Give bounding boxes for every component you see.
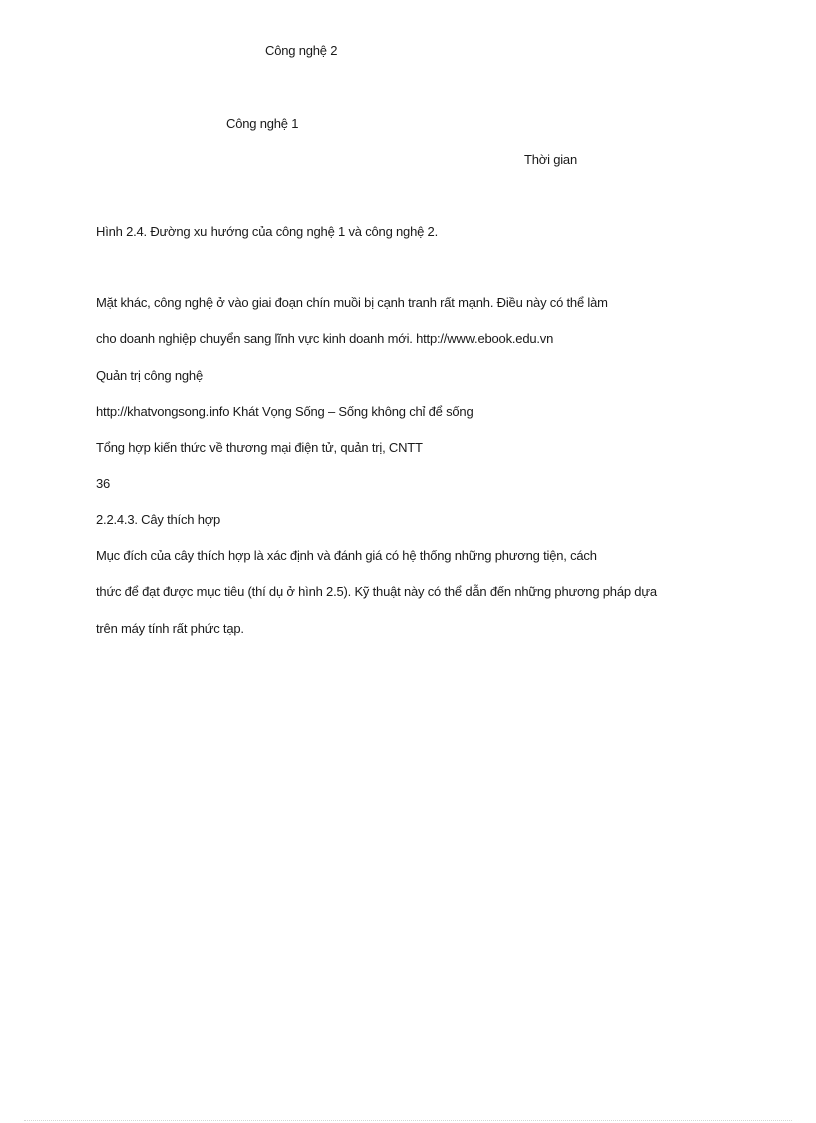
paragraph-line-2: cho doanh nghiệp chuyển sang lĩnh vực kinh doanh mới. http://www.ebook.edu.vn bbox=[96, 331, 554, 346]
header-site-line: http://khatvongsong.info Khát Vọng Sống – Sống không chỉ để sống bbox=[96, 404, 474, 419]
figure-label-tech2: Công nghệ 2 bbox=[265, 43, 338, 58]
page-number: 36 bbox=[96, 476, 111, 491]
figure-label-time: Thời gian bbox=[524, 152, 577, 167]
section-heading: 2.2.4.3. Cây thích hợp bbox=[96, 512, 221, 527]
page-bottom-divider bbox=[24, 1120, 792, 1121]
figure-label-tech1: Công nghệ 1 bbox=[226, 116, 299, 131]
figure-caption: Hình 2.4. Đường xu hướng của công nghệ 1 và công nghệ 2. bbox=[96, 224, 438, 239]
header-book-title: Quản trị công nghệ bbox=[96, 368, 203, 383]
paragraph-line-1: Mặt khác, công nghệ ở vào giai đoạn chín muồi bị cạnh tranh rất mạnh. Điều này có thể làm bbox=[96, 295, 608, 310]
paragraph-line-5: trên máy tính rất phức tạp. bbox=[96, 621, 244, 636]
header-summary-line: Tổng hợp kiến thức về thương mại điện tử, quản trị, CNTT bbox=[96, 440, 423, 455]
paragraph-line-3: Mục đích của cây thích hợp là xác định và đánh giá có hệ thống những phương tiện, cách bbox=[96, 548, 597, 563]
paragraph-line-4: thức để đạt được mục tiêu (thí dụ ở hình 2.5). Kỹ thuật này có thể dẫn đến những phương pháp dựa bbox=[96, 584, 657, 599]
